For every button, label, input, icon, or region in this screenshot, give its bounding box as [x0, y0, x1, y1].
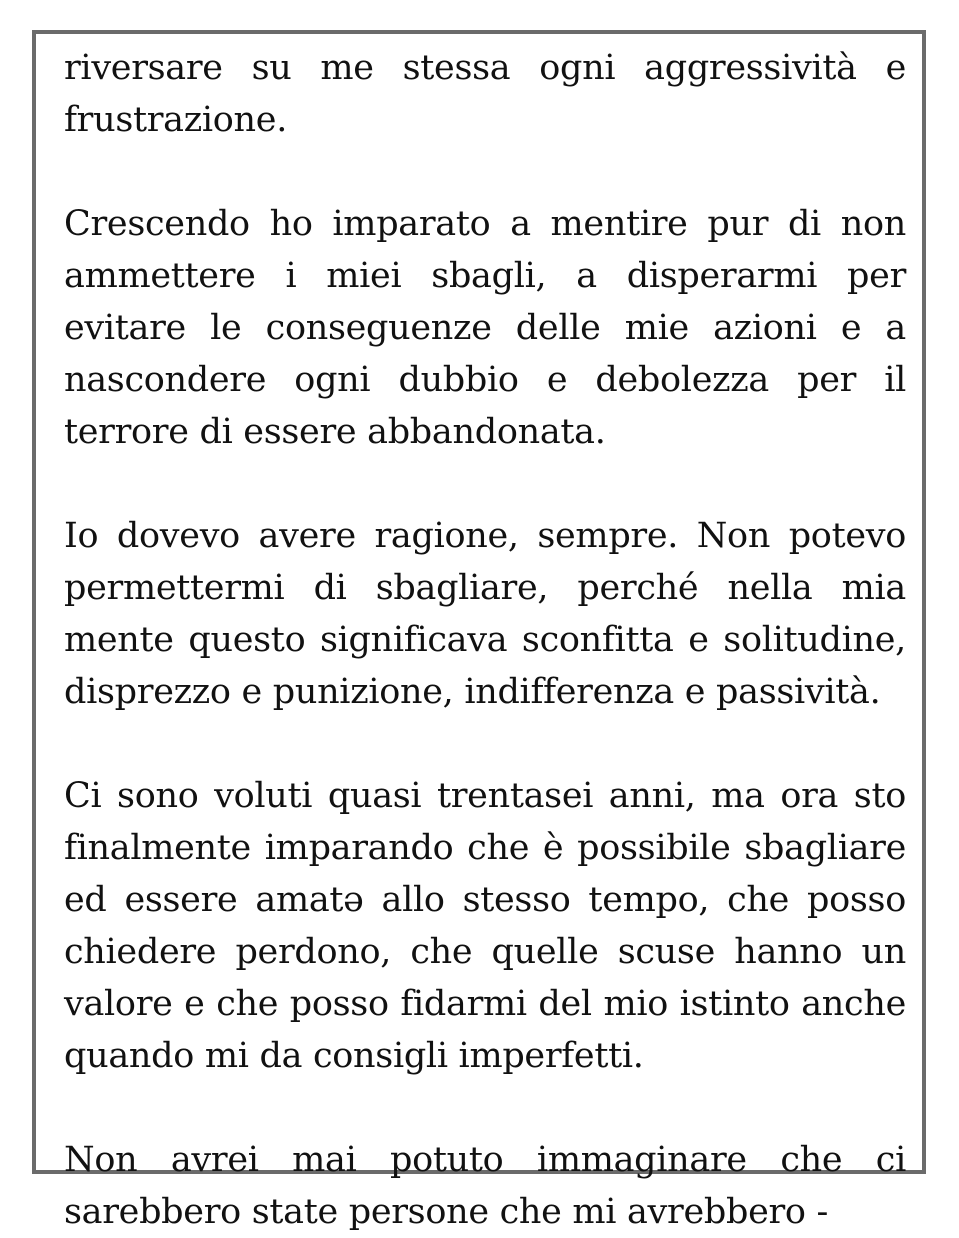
paragraph-3: Io dovevo avere ragione, sempre. Non potevo permettermi di sbagliare, perché nella mia mente questo significava sconfitta e solitudine, disprezzo e punizione, indifferenza e passività.	[64, 516, 906, 712]
text-body	[64, 42, 906, 1238]
page-frame	[32, 30, 926, 1232]
paragraph-2: Crescendo ho imparato a mentire pur di non ammettere i miei sbagli, a disperarmi per evitare le conseguenze delle mie azioni e a nascondere ogni dubbio e debolezza per il terrore di essere abbandonata.	[64, 204, 906, 452]
paragraph-1: riversare su me stessa ogni aggressività e frustrazione.	[64, 48, 906, 140]
paragraph-5: Non avrei mai potuto immaginare che ci sarebbero state persone che mi avrebbero -	[64, 1140, 906, 1232]
paragraph-4: Ci sono voluti quasi trentasei anni, ma ora sto finalmente imparando che è possibile sbagliare ed essere amatə allo stesso tempo, che posso chiedere perdono, che quelle scuse hanno un valore e che posso fidarmi del mio istinto anche quando mi da consigli imperfetti.	[64, 776, 906, 1076]
